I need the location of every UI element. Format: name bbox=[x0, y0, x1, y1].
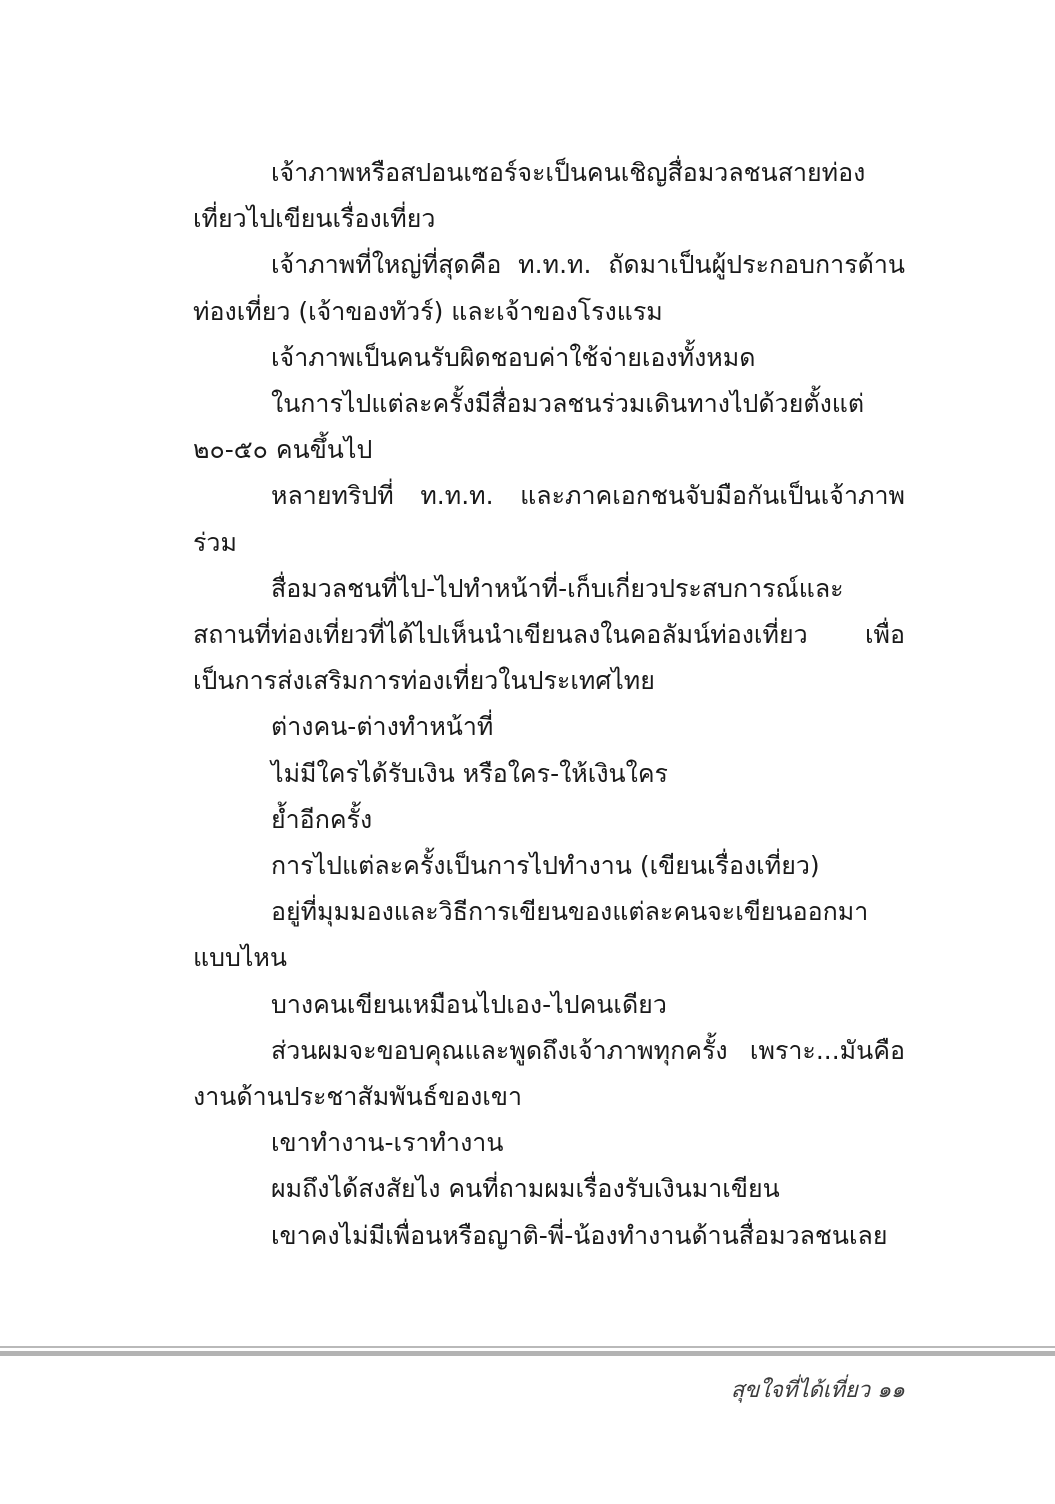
footer-rule-thick bbox=[0, 1351, 1055, 1356]
paragraph: การไปแต่ละครั้งเป็นการไปทำงาน (เขียนเรื่องเที่ยว) bbox=[271, 851, 820, 881]
footer-rule bbox=[0, 1346, 1055, 1356]
paragraph: ผมถึงได้สงสัยไง คนที่ถามผมเรื่องรับเงินมาเขียน bbox=[271, 1174, 780, 1204]
paragraph: ไม่มีใครได้รับเงิน หรือใคร-ให้เงินใคร bbox=[271, 758, 668, 788]
paragraph: สื่อมวลชนที่ไป-ไปทำหน้าที่-เก็บเกี่ยวประสบการณ์และสถานที่ท่องเที่ยวที่ได้ไปเห็นนำเขียนลงในคอลัมน์ท่องเที่ยว เพื่อเป็นการส่งเสริมการท่องเที่ยวในประเทศไทย bbox=[193, 573, 905, 696]
paragraph: ในการไปแต่ละครั้งมีสื่อมวลชนร่วมเดินทางไปด้วยตั้งแต่ ๒๐-๕๐ คนขึ้นไป bbox=[193, 389, 865, 465]
paragraph: เจ้าภาพหรือสปอนเซอร์จะเป็นคนเชิญสื่อมวลชนสายท่องเที่ยวไปเขียนเรื่องเที่ยว bbox=[193, 158, 866, 234]
book-title: สุขใจที่ได้เที่ยว bbox=[730, 1378, 871, 1403]
paragraph: ย้ำอีกครั้ง bbox=[271, 804, 373, 834]
paragraph: เขาทำงาน-เราทำงาน bbox=[271, 1128, 504, 1158]
paragraph: เจ้าภาพที่ใหญ่ที่สุดคือ ท.ท.ท. ถัดมาเป็นผู้ประกอบการด้านท่องเที่ยว (เจ้าของทัวร์) และเจ้าของโรงแรม bbox=[193, 250, 905, 326]
running-footer bbox=[731, 1372, 905, 1407]
paragraph: ต่างคน-ต่างทำหน้าที่ bbox=[271, 712, 494, 742]
page-body bbox=[193, 150, 905, 1259]
paragraph: อยู่ที่มุมมองและวิธีการเขียนของแต่ละคนจะเขียนออกมาแบบไหน bbox=[193, 897, 869, 973]
paragraph: เขาคงไม่มีเพื่อนหรือญาติ-พี่-น้องทำงานด้านสื่อมวลชนเลย bbox=[271, 1220, 888, 1250]
paragraph: หลายทริปที่ ท.ท.ท. และภาคเอกชนจับมือกันเป็นเจ้าภาพร่วม bbox=[193, 481, 905, 557]
paragraph: ส่วนผมจะขอบคุณและพูดถึงเจ้าภาพทุกครั้ง เพราะ...มันคืองานด้านประชาสัมพันธ์ของเขา bbox=[193, 1035, 905, 1112]
footer-rule-thin bbox=[0, 1346, 1055, 1348]
paragraph: บางคนเขียนเหมือนไปเอง-ไปคนเดียว bbox=[271, 989, 667, 1019]
paragraph: เจ้าภาพเป็นคนรับผิดชอบค่าใช้จ่ายเองทั้งหมด bbox=[271, 342, 756, 372]
page-number: ๑๑ bbox=[877, 1378, 905, 1403]
